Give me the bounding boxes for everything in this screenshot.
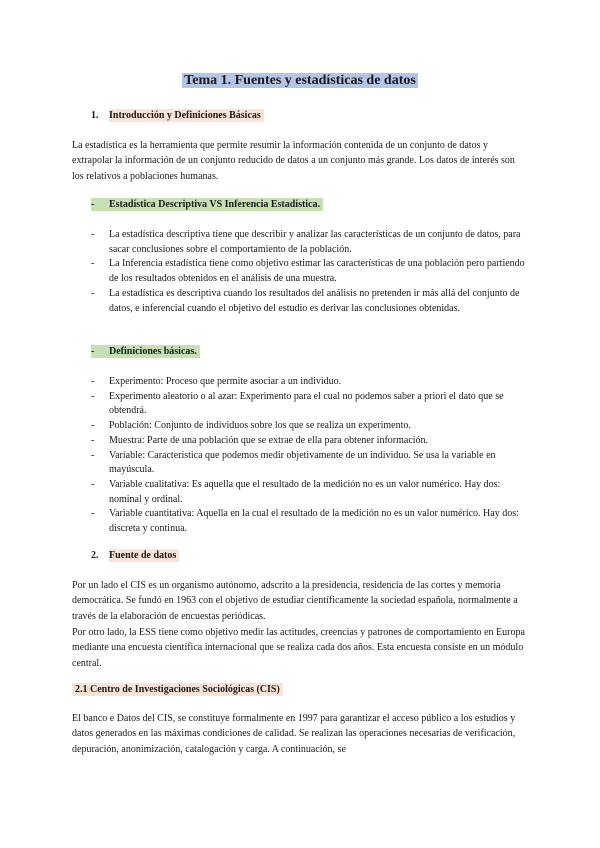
section-2-1-paragraph: El banco e Datos del CIS, se constituye formalmente en 1997 para garantizar el acceso público a los estudios y datos generados en las máximas condiciones de calidad. Se realizan las operaciones necesarias de verificación, depuración, anonimización, catalogación y carga. A continuación, se	[72, 713, 516, 755]
subsection-definiciones-heading	[91, 344, 200, 360]
section-1-title: Introducción y Definiciones Básicas	[109, 109, 264, 122]
section-2-paragraph-1: Por un lado el CIS es un organismo autónomo, adscrito a la presidencia, residencia de las cortes y memoria democrática. Se fundó en 1963 con el objetivo de estudiar científicamente la sociedad española, normalmente a través de la elaboración de encuestas periódicas.	[72, 580, 518, 622]
list-item: - Población: Conjunto de individuos sobre los que se realiza un experimento.	[91, 420, 411, 432]
subsection-descriptiva-dash: -	[91, 199, 95, 210]
list-item: - La estadística es descriptiva cuando los resultados del análisis no pretenden ir más allá del conjunto de datos, e inferencial cuando el objetivo del estudio es derivar las conclusiones obtenidas.	[91, 287, 520, 314]
list-item: - Muestra: Parte de una población que se extrae de ella para obtener información.	[91, 434, 429, 446]
list-item: - Variable cualitativa: Es aquella que el resultado de la medición no es un valor numérico. Hay dos: nominal y ordinal.	[91, 478, 501, 505]
list-item: - La estadística descriptiva tiene que describir y analizar las características de un conjunto de datos, para sacar conclusiones sobre el comportamiento de la población.	[91, 229, 521, 255]
subsection-descriptiva-heading	[91, 197, 323, 213]
document-title	[0, 71, 600, 91]
section-2-1-heading	[72, 682, 283, 698]
section-1-number: 1.	[91, 110, 99, 121]
list-item: - Experimento: Proceso que permite asociar a un individuo.	[91, 376, 342, 387]
subsection-definiciones-dash: -	[91, 346, 95, 357]
document-title-text: Tema 1. Fuentes y estadísticas de datos	[184, 73, 416, 88]
definiciones-list	[91, 375, 528, 537]
section-2-heading	[91, 548, 179, 564]
section-2-1-title: 2.1 Centro de Investigaciones Sociológicas (CIS)	[72, 683, 283, 696]
section-2-number: 2.	[91, 550, 99, 561]
subsection-descriptiva-title: Estadística Descriptiva VS Inferencia Estadística.	[109, 199, 321, 210]
section-2-paragraph-2: Por otro lado, la ESS tiene como objetivo medir las actitudes, creencias y patrones de comportamiento en Europa mediante una encuesta científica internacional que se realiza cada dos años. Esta encuesta consiste en un módulo central.	[72, 627, 525, 669]
descriptiva-list	[91, 228, 528, 316]
list-item: - Variable cuantitativa: Aquella en la cual el resultado de la medición no es un valor numérico. Hay dos: discreta y continua.	[91, 508, 519, 535]
section-1-paragraph: La estadística es la herramienta que permite resumir la información contenida de un conjunto de datos y extrapolar la información de un conjunto reducido de datos a un conjunto más grande. Los datos de interés son los relativos a poblaciones humanas.	[72, 140, 515, 182]
list-item: - Variable: Característica que podemos medir objetivamente de un individuo. Se usa la variable en mayúscula.	[91, 449, 496, 476]
subsection-definiciones-title: Definiciones básicas.	[109, 346, 197, 357]
section-2-title: Fuente de datos	[109, 549, 179, 562]
list-item: - La Inferencia estadística tiene como objetivo estimar las características de una población pero partiendo de los resultados obtenidos en el análisis de una muestra.	[91, 258, 525, 285]
list-item: - Experimento aleatorio o al azar: Experimento para el cual no podemos saber a priori el dato que se obtendrá.	[91, 390, 504, 417]
section-1-heading	[91, 108, 264, 124]
